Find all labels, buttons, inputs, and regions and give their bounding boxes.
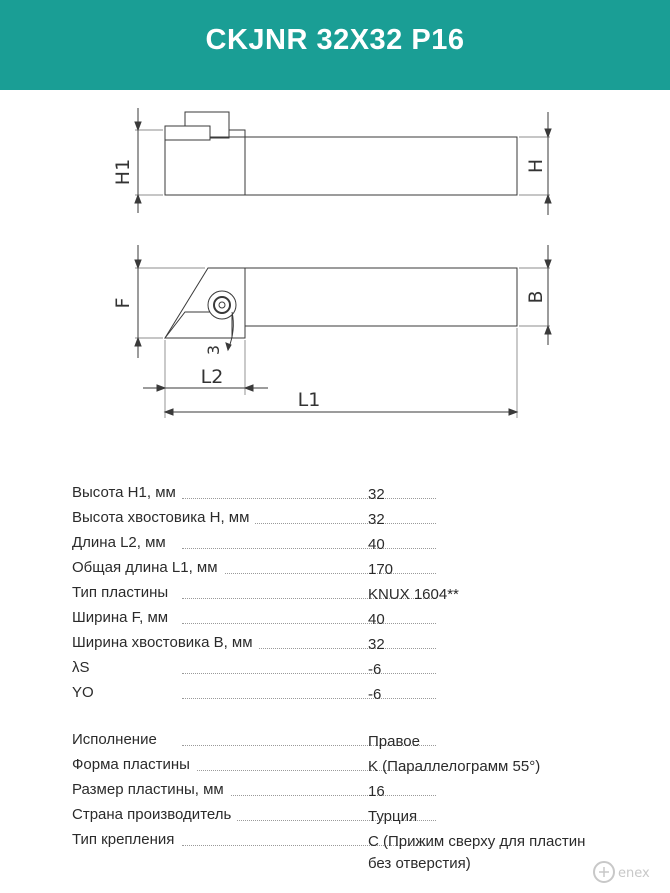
- spec-value: 170: [368, 561, 394, 578]
- spec-value: 40: [368, 536, 385, 553]
- top-view: [135, 108, 551, 215]
- spec-label: Высота хвостовика H, мм: [72, 509, 255, 526]
- label-l2: L2: [200, 366, 224, 388]
- spec-row: [72, 534, 612, 559]
- spec-row: [72, 634, 612, 659]
- spec-label: Общая длина L1, мм: [72, 559, 224, 576]
- spec-value: Турция: [368, 808, 418, 825]
- spec-value: C (Прижим сверху для пластин без отверстия): [368, 833, 586, 872]
- spec-row: [72, 684, 612, 709]
- spec-label: Страна производитель: [72, 806, 237, 823]
- watermark-text: enex: [618, 866, 650, 881]
- spec-label: λS: [72, 659, 96, 676]
- plan-view: [135, 245, 551, 418]
- spec-value: 16: [368, 783, 385, 800]
- spec-row: [72, 831, 612, 879]
- spec-row: [72, 559, 612, 584]
- label-h1: H1: [112, 158, 134, 186]
- label-l1: L1: [297, 389, 321, 411]
- spec-label: Ширина F, мм: [72, 609, 174, 626]
- spec-row: [72, 659, 612, 684]
- spec-row: [72, 731, 612, 756]
- spec-row: [72, 509, 612, 534]
- spec-row: [72, 584, 612, 609]
- specs-table-main: [72, 484, 612, 709]
- spec-label: Ширина хвостовика B, мм: [72, 634, 259, 651]
- enex-logo: [592, 858, 662, 886]
- spec-value: 40: [368, 611, 385, 628]
- spec-row: [72, 609, 612, 634]
- specs-table-extra: [72, 731, 612, 879]
- spec-row: [72, 806, 612, 831]
- page-title: CKJNR 32X32 P16: [205, 24, 465, 56]
- spec-value: 32: [368, 511, 385, 528]
- spec-value: 32: [368, 486, 385, 503]
- label-f: F: [112, 297, 134, 309]
- spec-label: YO: [72, 684, 100, 701]
- header-bar: [0, 0, 670, 90]
- spec-value: -6: [368, 686, 382, 703]
- spec-label: Размер пластины, мм: [72, 781, 230, 798]
- spec-value: K (Параллелограмм 55°): [368, 758, 541, 775]
- spec-value: Правое: [368, 733, 420, 750]
- spec-value: KNUX 1604**: [368, 586, 459, 603]
- label-angle: 3: [204, 344, 223, 356]
- spec-label: Тип пластины: [72, 584, 174, 601]
- spec-row: [72, 781, 612, 806]
- spec-value: -6: [368, 661, 382, 678]
- label-b: B: [525, 290, 547, 304]
- spec-label: Длина L2, мм: [72, 534, 172, 551]
- spec-label: Форма пластины: [72, 756, 196, 773]
- spec-row: [72, 756, 612, 781]
- spec-label: Тип крепления: [72, 831, 180, 848]
- spec-value: 32: [368, 636, 385, 653]
- label-h: H: [525, 158, 547, 174]
- spec-label: Исполнение: [72, 731, 163, 748]
- spec-row: [72, 484, 612, 509]
- spec-label: Высота H1, мм: [72, 484, 182, 501]
- technical-drawing: [0, 96, 670, 436]
